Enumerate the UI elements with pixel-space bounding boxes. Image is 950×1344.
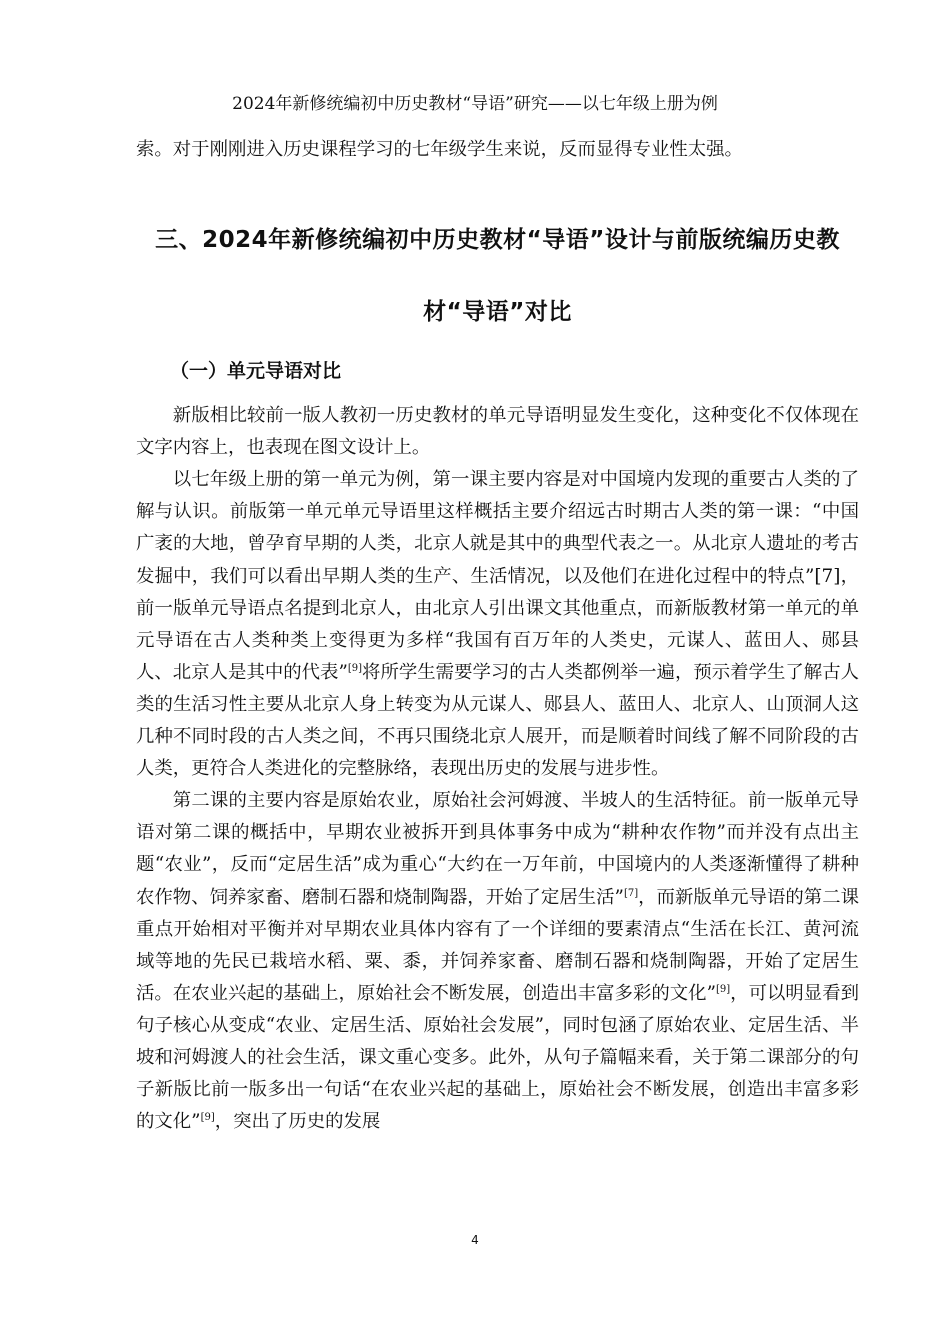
paragraph-3-text-c: ，可以明显看到句子核心从变成“农业、定居生活、原始社会发展”，同时包涵了原始农业、定居生活、半坡和河姆渡人的社会生活，课文重心变多。此外，从句子篇幅来看，关于第二课部分的句子新版比前一版多出一句话“在农业兴起的基础上，原始社会不断发展，创造出丰富多彩的文化”	[136, 982, 859, 1133]
section-heading: 三、2024年新修统编初中历史教材“导语”设计与前版统编历史教材“导语”对比	[155, 227, 840, 326]
paragraph-3-text-d: ，突出了历史的发展	[214, 1111, 381, 1133]
paragraph-2	[136, 464, 859, 785]
paragraph-2-text-a: 以七年级上册的第一单元为例，第一课主要内容是对中国境内发现的重要古人类的了解与认识。前版第一单元单元导语里这样概括主要介绍远古时期古人类的第一课：“中国广袤的大地，曾孕育早期的人类，北京人就是其中的典型代表之一。从北京人遗址的考古发掘中，我们可以看出早期人类的生产、生活情况，以及他们在进化过程中的特点”[7]，前一版单元导语点名提到北京人，由北京人引出课文其他重点，而新版教材第一单元的单元导语在古人类种类上变得更为多样“我国有百万年的人类史，元谋人、蓝田人、郧县人、北京人是其中的代表”	[136, 469, 859, 683]
citation-9: [9]	[715, 983, 731, 995]
paragraph-3-text-b: ，而新版单元导语的第二课重点开始相对平衡并对早期农业具体内容有了一个详细的要素清点“生活在长江、黄河流域等地的先民已栽培水稻、粟、黍，并饲养家畜、磨制石器和烧制陶器，开始了定居生活。在农业兴起的基础上，原始社会不断发展，创造出丰富多彩的文化”	[136, 886, 859, 1004]
paragraph-2-text-b: 将所学生需要学习的古人类都例举一遍，预示着学生了解古人类的生活习性主要从北京人身上转变为从元谋人、郧县人、蓝田人、北京人、山顶洞人这几种不同时段的古人类之间，不再只围绕北京人展开，而是顺着时间线了解不同阶段的古人类，更符合人类进化的完整脉络，表现出历史的发展与进步性。	[136, 661, 859, 780]
running-header: 2024年新修统编初中历史教材“导语”研究——以七年级上册为例	[232, 94, 718, 114]
subsection-heading: （一）单元导语对比	[170, 360, 342, 383]
paragraph-3	[136, 785, 859, 1138]
page-number: 4	[471, 1233, 479, 1247]
continuation-paragraph: 索。对于刚刚进入历史课程学习的七年级学生来说，反而显得专业性太强。	[136, 139, 743, 160]
citation-9: [9]	[200, 1112, 215, 1124]
citation-7: [7]	[623, 887, 639, 899]
paragraph-3-text-a: 第二课的主要内容是原始农业，原始社会河姆渡、半坡人的生活特征。前一版单元导语对第二课的概括中，早期农业被拆开到具体事务中成为“耕种农作物”而并没有点出主题“农业”，反而“定居生活”成为重心“大约在一万年前，中国境内的人类逐渐懂得了耕种农作物、饲养家畜、磨制石器和烧制陶器，开始了定居生活”	[136, 790, 859, 908]
citation-9: [9]	[347, 662, 363, 674]
page-body	[136, 134, 859, 1138]
paragraph-1: 新版相比较前一版人教初一历史教材的单元导语明显发生变化，这种变化不仅体现在文字内容上，也表现在图文设计上。	[136, 405, 859, 459]
